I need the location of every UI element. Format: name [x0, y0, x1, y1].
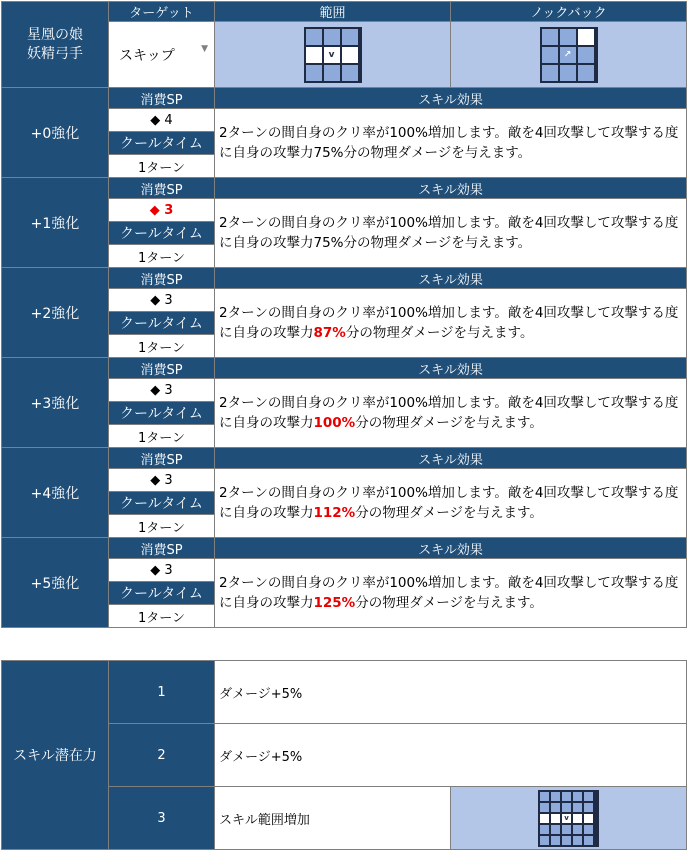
cooldown-label: クールタイム [109, 312, 215, 335]
range-panel [451, 787, 687, 850]
grid-cell [306, 29, 322, 45]
enhance-level-4: +4強化 [2, 448, 109, 538]
target-select-value: スキップ [119, 47, 175, 64]
grid-cell [551, 803, 560, 812]
potential-num: 3 [109, 787, 215, 850]
effect-label: スキル効果 [215, 358, 687, 379]
cooldown-value: 1ターン [109, 425, 215, 448]
effect-text-tail: 分の物理ダメージを与えます。 [355, 505, 543, 521]
cooldown-label: クールタイム [109, 132, 215, 155]
cooldown-label: クールタイム [109, 402, 215, 425]
grid-cell [584, 825, 593, 834]
knockback-panel [451, 22, 687, 88]
effect-label: スキル効果 [215, 448, 687, 469]
chevron-down-icon: ▼ [201, 44, 208, 54]
grid-cell-hit [573, 814, 582, 823]
target-header: ターゲット [109, 2, 215, 22]
grid-cell [560, 65, 576, 81]
cooldown-value: 1ターン [109, 155, 215, 178]
effect-text [215, 199, 687, 268]
sp-label: 消費SP [109, 358, 215, 379]
target-select[interactable] [109, 22, 215, 88]
grid-cell [584, 803, 593, 812]
sp-label: 消費SP [109, 448, 215, 469]
grid-cell [573, 836, 582, 845]
grid-cell [542, 65, 558, 81]
unit-name-line2: 妖精弓手 [27, 45, 83, 62]
enhance-level-0: +0強化 [2, 88, 109, 178]
grid-cell [562, 825, 571, 834]
range-grid-icon [538, 790, 599, 847]
effect-highlight: 87% [313, 325, 346, 341]
grid-cell [542, 47, 558, 63]
sp-value: ◆ 3 [109, 199, 215, 222]
grid-cell [540, 792, 549, 801]
effect-text-main: 2ターンの間自身のクリ率が100%増加します。敵を4回攻撃して攻撃する度に自身の攻撃力 [219, 305, 679, 341]
enhance-level-1: +1強化 [2, 178, 109, 268]
effect-label: スキル効果 [215, 88, 687, 109]
grid-cell [540, 803, 549, 812]
sp-value: ◆ 4 [109, 109, 215, 132]
range-header: 範囲 [215, 2, 451, 22]
effect-text [215, 289, 687, 358]
grid-cell [551, 836, 560, 845]
grid-cell-hit [540, 814, 549, 823]
effect-label: スキル効果 [215, 178, 687, 199]
effect-highlight: 100% [313, 415, 356, 431]
grid-cell-hit [584, 814, 593, 823]
grid-cell [578, 65, 594, 81]
grid-cell-center: v [562, 814, 571, 823]
effect-highlight: 112% [313, 505, 356, 521]
enhance-level-5: +5強化 [2, 538, 109, 628]
grid-cell [573, 825, 582, 834]
grid-cell [562, 836, 571, 845]
effect-text [215, 469, 687, 538]
grid-cell [573, 792, 582, 801]
effect-text-tail: 分の物理ダメージを与えます。 [345, 325, 534, 341]
grid-cell [306, 65, 322, 81]
grid-cell [562, 803, 571, 812]
grid-cell [584, 792, 593, 801]
grid-cell [540, 825, 549, 834]
enhance-level-3: +3強化 [2, 358, 109, 448]
potential-num: 1 [109, 661, 215, 724]
effect-label: スキル効果 [215, 268, 687, 289]
effect-text [215, 379, 687, 448]
unit-name-cell [2, 2, 109, 88]
effect-text-main: 2ターンの間自身のクリ率が100%増加します。敵を4回攻撃して攻撃する度に自身の攻撃力 [219, 395, 679, 431]
sp-value: ◆ 3 [109, 289, 215, 312]
potential-text: ダメージ+5% [215, 724, 687, 787]
grid-cell [562, 792, 571, 801]
effect-text [215, 559, 687, 628]
grid-cell [540, 836, 549, 845]
cooldown-value: 1ターン [109, 515, 215, 538]
grid-cell [584, 836, 593, 845]
range-grid-icon [304, 27, 362, 83]
grid-cell [342, 65, 358, 81]
effect-text-main: 2ターンの間自身のクリ率が100%増加します。敵を4回攻撃して攻撃する度に自身の攻撃力 [219, 575, 679, 611]
effect-text-main: 2ターンの間自身のクリ率が100%増加します。敵を4回攻撃して攻撃する度に自身の攻撃力75%分の物理ダメージを与えます。 [219, 215, 679, 251]
grid-cell [551, 792, 560, 801]
effect-text-tail: 分の物理ダメージを与えます。 [355, 415, 543, 431]
potential-text: ダメージ+5% [215, 661, 687, 724]
potential-table [1, 660, 687, 850]
sp-value: ◆ 3 [109, 469, 215, 492]
grid-cell [560, 29, 576, 45]
grid-cell [578, 47, 594, 63]
potential-title: スキル潜在力 [2, 661, 109, 850]
grid-cell [551, 825, 560, 834]
effect-highlight: 125% [313, 595, 356, 611]
grid-cell-center: v [324, 47, 340, 63]
cooldown-label: クールタイム [109, 492, 215, 515]
range-panel [215, 22, 451, 88]
potential-num: 2 [109, 724, 215, 787]
grid-cell-arrow: ↗ [560, 47, 576, 63]
effect-text-main: 2ターンの間自身のクリ率が100%増加します。敵を4回攻撃して攻撃する度に自身の攻撃力75%分の物理ダメージを与えます。 [219, 125, 679, 161]
grid-cell-hit [306, 47, 322, 63]
grid-cell-target [578, 29, 594, 45]
effect-label: スキル効果 [215, 538, 687, 559]
knockback-header: ノックバック [451, 2, 687, 22]
cooldown-label: クールタイム [109, 582, 215, 605]
sp-label: 消費SP [109, 88, 215, 109]
grid-cell [342, 29, 358, 45]
unit-name-line1: 星凰の娘 [27, 26, 83, 43]
sp-label: 消費SP [109, 178, 215, 199]
grid-cell-hit [342, 47, 358, 63]
cooldown-label: クールタイム [109, 222, 215, 245]
sp-value: ◆ 3 [109, 379, 215, 402]
cooldown-value: 1ターン [109, 605, 215, 628]
sp-label: 消費SP [109, 268, 215, 289]
effect-text-tail: 分の物理ダメージを与えます。 [355, 595, 543, 611]
grid-cell [542, 29, 558, 45]
cooldown-value: 1ターン [109, 335, 215, 358]
grid-cell-hit [551, 814, 560, 823]
sp-label: 消費SP [109, 538, 215, 559]
effect-text-main: 2ターンの間自身のクリ率が100%増加します。敵を4回攻撃して攻撃する度に自身の攻撃力 [219, 485, 679, 521]
grid-cell [324, 29, 340, 45]
potential-text: スキル範囲増加 [215, 787, 451, 850]
cooldown-value: 1ターン [109, 245, 215, 268]
skill-table [1, 1, 687, 628]
enhance-level-2: +2強化 [2, 268, 109, 358]
knockback-grid-icon [540, 27, 598, 83]
effect-text [215, 109, 687, 178]
grid-cell [324, 65, 340, 81]
grid-cell [573, 803, 582, 812]
sp-value: ◆ 3 [109, 559, 215, 582]
